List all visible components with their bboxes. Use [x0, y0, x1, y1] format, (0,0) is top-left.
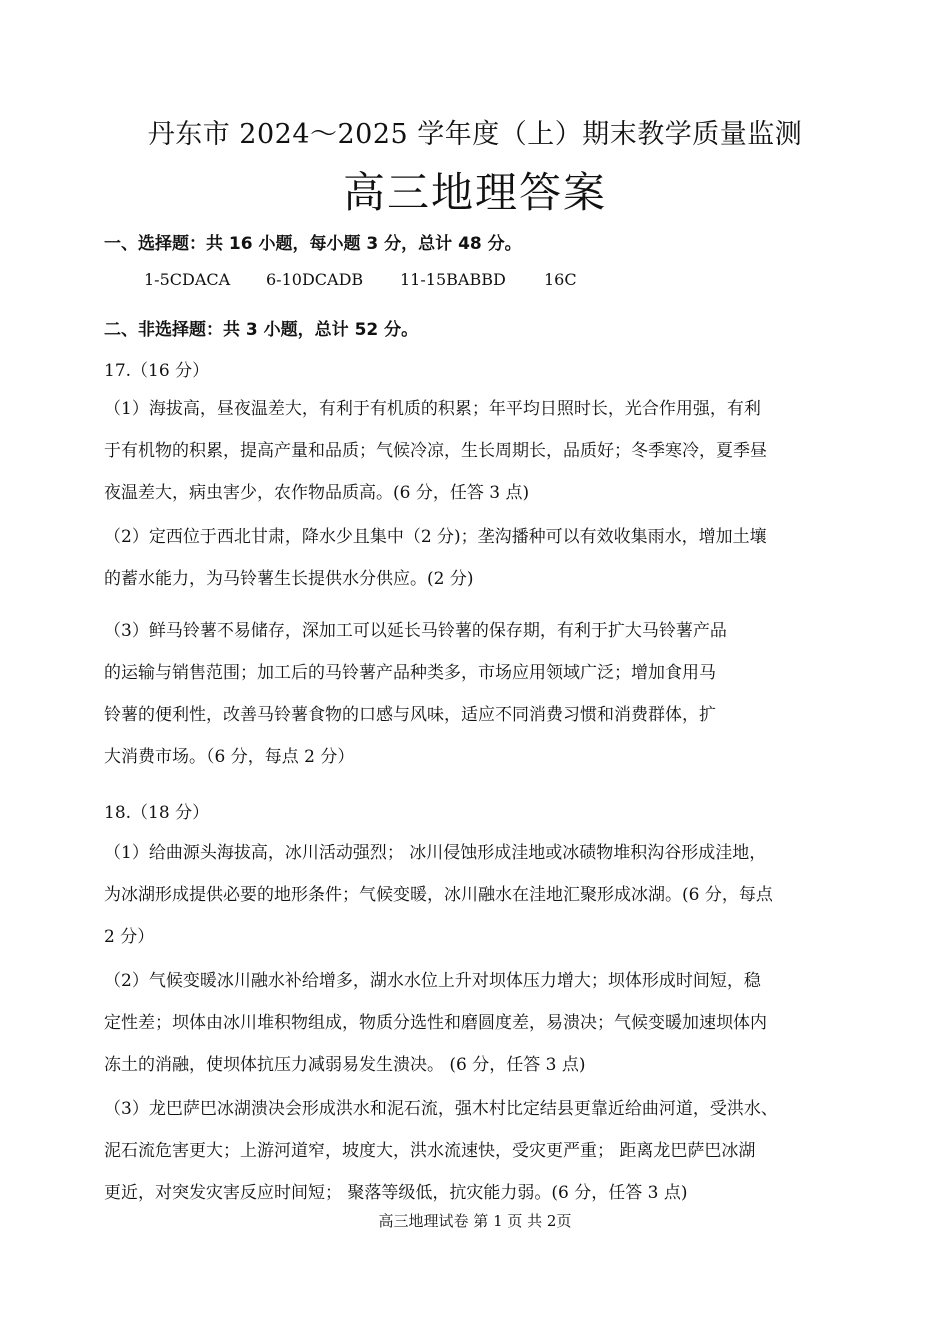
- q18-part1-line: （1）给曲源头海拔高，冰川活动强烈； 冰川侵蚀形成洼地或冰碛物堆积沟谷形成洼地，: [104, 843, 767, 863]
- answer-group-1-5: 1-5CDACA: [144, 270, 231, 289]
- q18-part3-line: 泥石流危害更大；上游河道窄，坡度大，洪水流速快，受灾更严重； 距离龙巴萨巴冰湖: [104, 1141, 756, 1161]
- page-title: 高三地理答案: [342, 168, 607, 217]
- q18-part2-line: 定性差；坝体由冰川堆积物组成，物质分选性和磨圆度差，易溃决；气候变暖加速坝体内: [104, 1013, 767, 1033]
- exam-subtitle: 丹东市 2024～2025 学年度（上）期末教学质量监测: [147, 119, 803, 150]
- answer-group-6-10: 6-10DCADB: [266, 270, 364, 289]
- q17-part1-line: （1）海拔高，昼夜温差大，有利于有机质的积累；年平均日照时长，光合作用强，有利: [104, 399, 761, 419]
- q17-part3-line: 铃薯的便利性，改善马铃薯食物的口感与风味，适应不同消费习惯和消费群体，扩: [104, 705, 716, 725]
- q18-part1-line: 2 分）: [104, 927, 155, 947]
- q18-part3-line: （3）龙巴萨巴冰湖溃决会形成洪水和泥石流，强木村比定结县更靠近给曲河道，受洪水、: [104, 1099, 778, 1119]
- q17-part1-line: 于有机物的积累，提高产量和品质；气候冷凉，生长周期长，品质好；冬季寒冷，夏季昼: [104, 441, 767, 461]
- q17-part3-line: 的运输与销售范围；加工后的马铃薯产品种类多，市场应用领域广泛；增加食用马: [104, 663, 716, 683]
- page-footer: 高三地理试卷 第 1 页 共 2页: [378, 1212, 572, 1230]
- q17-part2-line: （2）定西位于西北甘肃，降水少且集中（2 分)；垄沟播种可以有效收集雨水，增加土壤: [104, 527, 767, 547]
- section-1-heading: 一、选择题：共 16 小题，每小题 3 分，总计 48 分。: [104, 234, 522, 254]
- q18-part3-line: 更近，对突发灾害反应时间短； 聚落等级低，抗灾能力弱。(6 分，任答 3 点): [104, 1183, 688, 1203]
- q17-part3-line: 大消费市场。（6 分，每点 2 分）: [104, 747, 355, 767]
- q18-part2-line: 冻土的消融，使坝体抗压力减弱易发生溃决。 (6 分，任答 3 点): [104, 1055, 586, 1075]
- question-17-heading: 17.（16 分）: [104, 361, 210, 381]
- question-18-heading: 18.（18 分）: [104, 803, 210, 823]
- q18-part2-line: （2）气候变暖冰川融水补给增多，湖水水位上升对坝体压力增大；坝体形成时间短，稳: [104, 971, 761, 991]
- q17-part3-line: （3）鲜马铃薯不易储存，深加工可以延长马铃薯的保存期，有利于扩大马铃薯产品: [104, 621, 727, 641]
- q17-part2-line: 的蓄水能力，为马铃薯生长提供水分供应。(2 分): [104, 569, 474, 589]
- answer-group-16: 16C: [544, 270, 577, 289]
- q18-part1-line: 为冰湖形成提供必要的地形条件；气候变暖，冰川融水在洼地汇聚形成冰湖。(6 分，每点: [104, 885, 773, 905]
- section-2-heading: 二、非选择题：共 3 小题，总计 52 分。: [104, 320, 419, 340]
- answer-group-11-15: 11-15BABBD: [400, 270, 506, 289]
- q17-part1-line: 夜温差大，病虫害少，农作物品质高。(6 分，任答 3 点): [104, 483, 530, 503]
